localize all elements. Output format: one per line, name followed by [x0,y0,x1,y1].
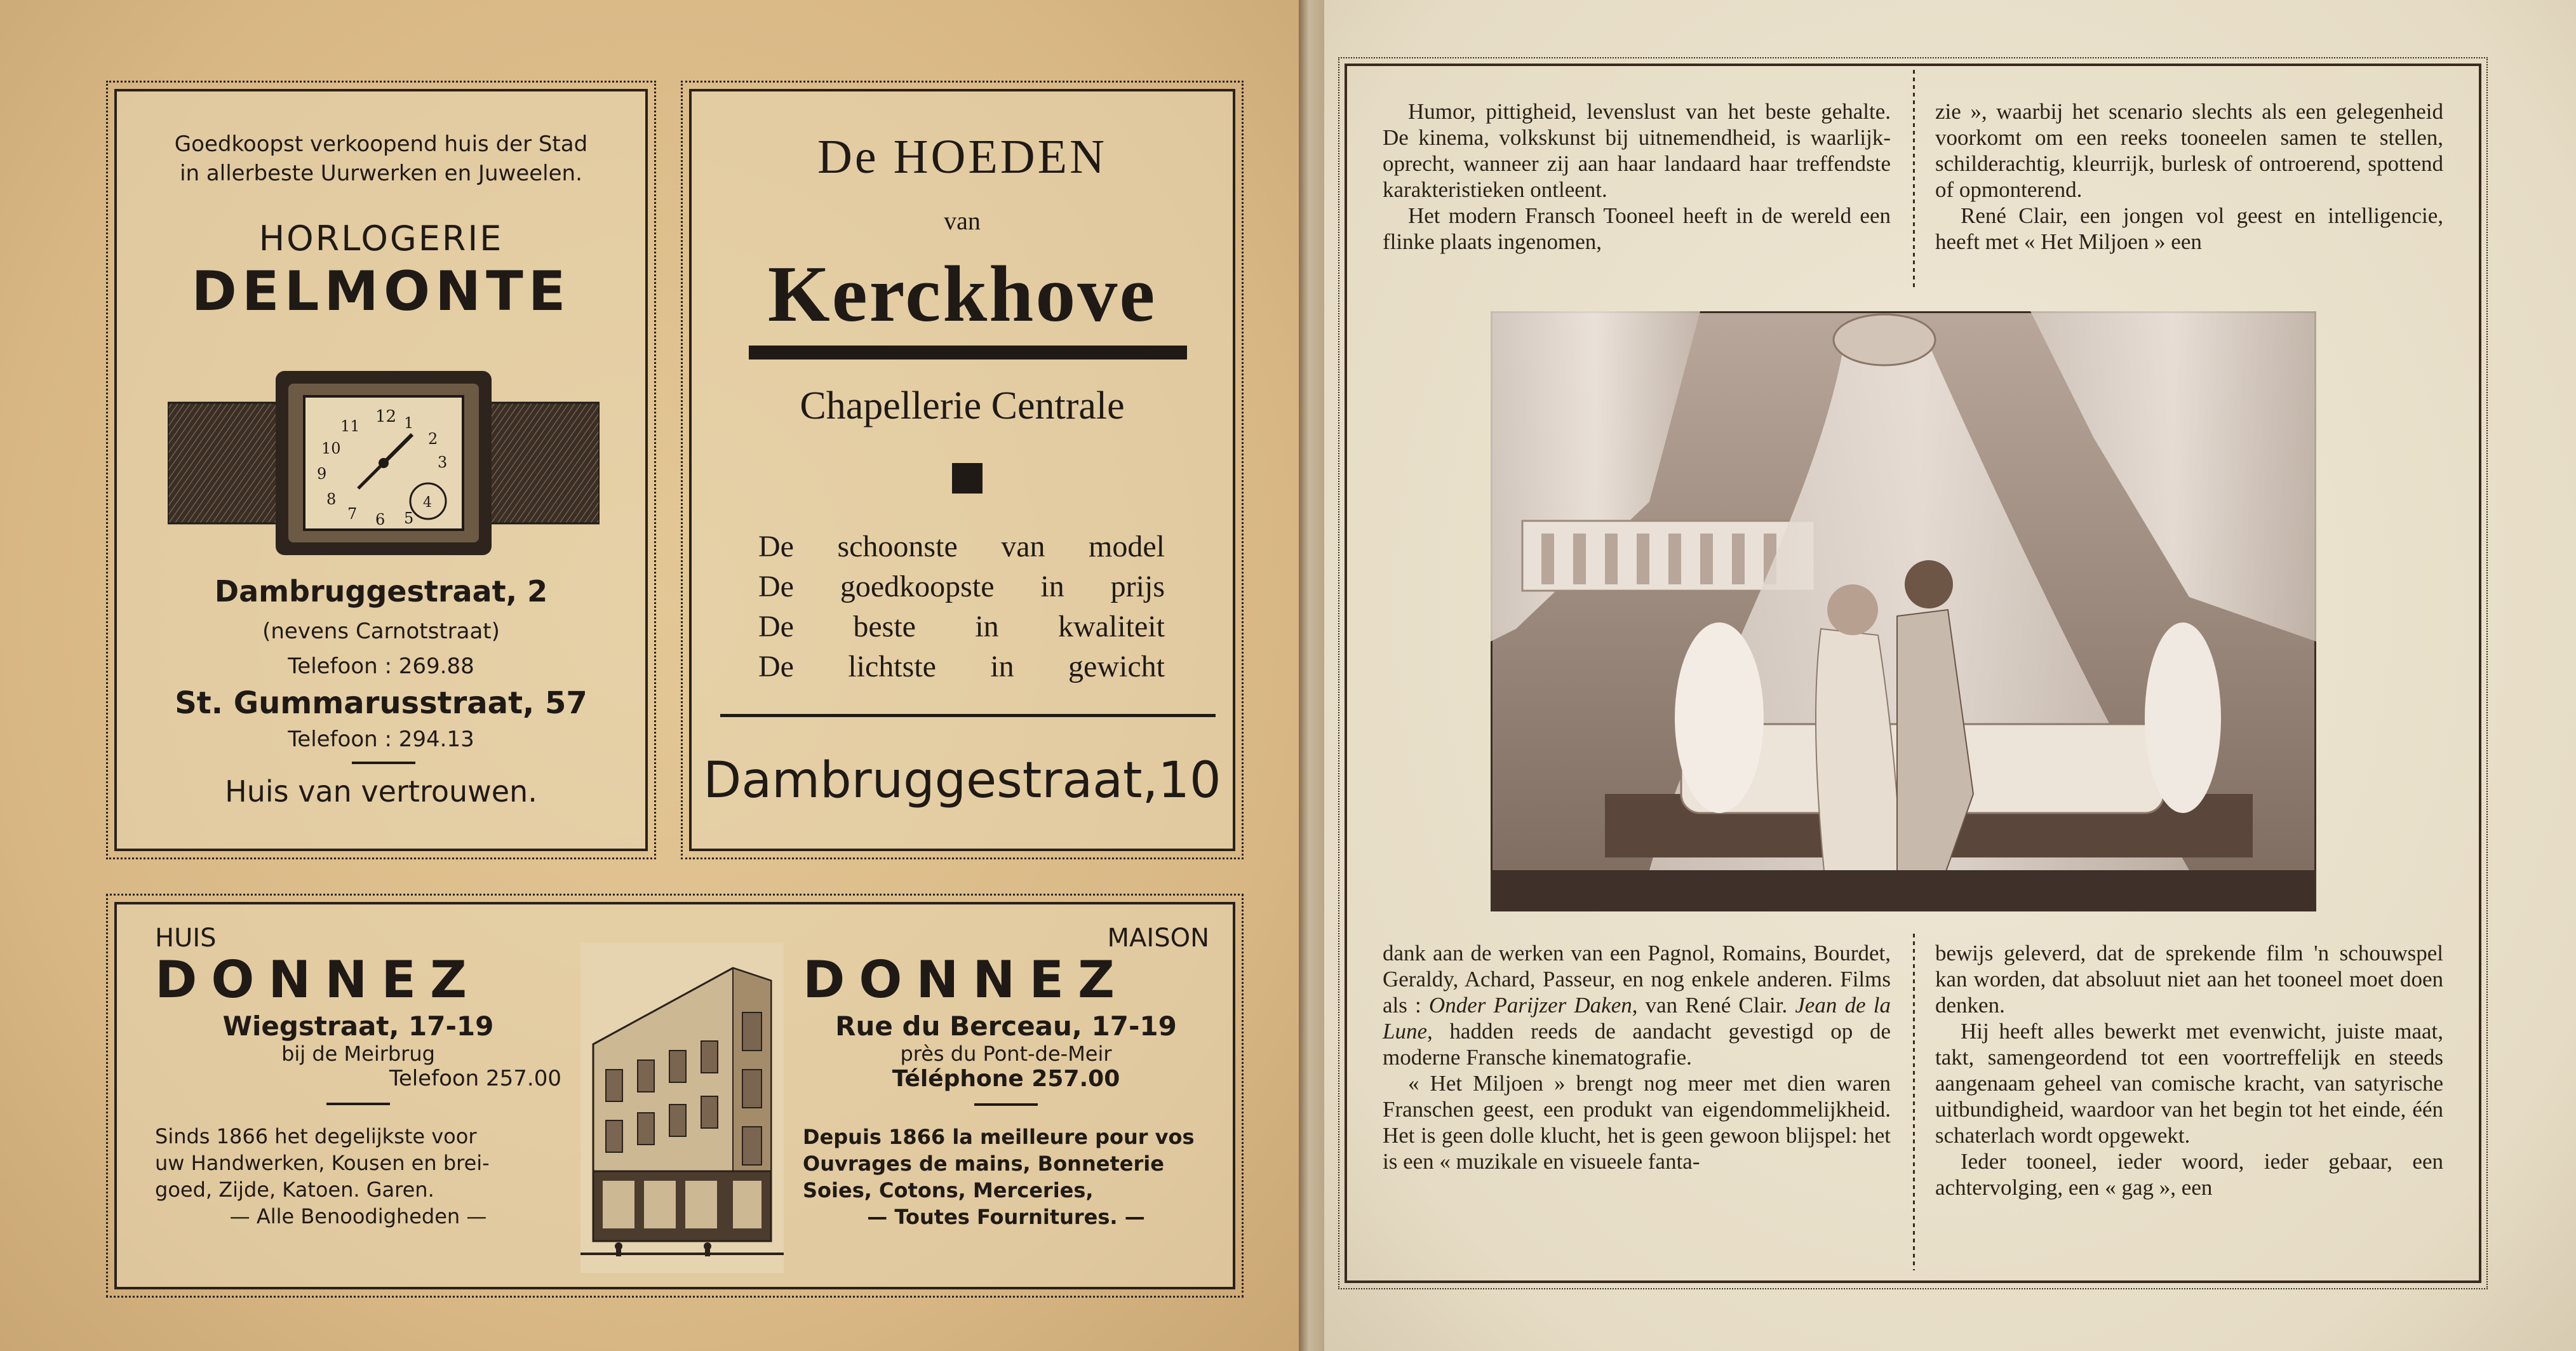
watch-ad-slogan: Huis van vertrouwen. [225,774,537,809]
hats-ad-underline [749,346,1187,360]
donnez-nl-desc-line: goed, Zijde, Katoen. Garen. [155,1178,434,1202]
feature-word: De [758,530,794,563]
ad-kerckhove-hats [689,89,1235,851]
column-rule-top [1913,70,1915,289]
article-column-bottom-right [1935,940,2443,1200]
donnez-fr-divider [974,1103,1038,1106]
hats-ad-address: Dambruggestraat,10 [703,752,1221,809]
dial-numeral: 8 [326,490,337,508]
article-text: , hadden reeds de aandacht gevestigd op de moderne Fransche kinematografie. [1383,1019,1891,1070]
donnez-nl-street: Wiegstraat, 17-19 [222,1011,494,1042]
article-paragraph [1383,940,1891,1070]
article-paragraph: René Clair, een jongen vol geest en intelligencie, heeft met « Het Miljoen » een [1935,203,2443,254]
dial-numeral: 11 [340,417,360,435]
article-paragraph: Humor, pittigheid, levenslust van het beste gehalte. De kinema, volkskunst bij uitnemendheid, is waarlijk-oprecht, wanneer zij aan haar landaard haar treffendste karakteristieken ontleent. [1383,99,1891,202]
donnez-nl-phone: Telefoon 257.00 [389,1066,561,1091]
donnez-fr-name: DONNEZ [803,950,1129,1009]
feature-word: prijs [1110,570,1165,603]
dial-numeral: 1 [404,414,414,432]
feature-word: goedkoopste [840,570,995,603]
article-paragraph: Het modern Fransch Tooneel heeft in de wereld een flinke plaats ingenomen, [1383,203,1891,254]
film-still-photo [1491,311,2316,911]
feature-word: beste [853,610,916,643]
article-column-top-right [1935,98,2443,255]
donnez-nl-divider [326,1103,390,1105]
donnez-nl-near: bij de Meirbrug [281,1042,435,1066]
donnez-fr-label: MAISON [1107,924,1209,953]
donnez-dutch-block [155,924,561,1230]
watch-ad-phone-2: Telefoon : 294.13 [288,727,474,752]
feature-word: van [1001,530,1045,563]
donnez-fr-last-line: — Toutes Fournitures. — [867,1205,1145,1229]
donnez-nl-desc-line: Sinds 1866 het degelijkste voor [155,1124,477,1148]
article-paragraph: bewijs geleverd, dat de sprekende film 'n schouwspel kan worden, dat absoluut niet aan het tooneel moet doen denken. [1935,941,2443,1018]
dial-numeral: 7 [347,505,358,523]
donnez-nl-name: DONNEZ [155,950,481,1009]
article-paragraph: « Het Miljoen » brengt nog meer met dien waren Franschen geest, een produkt van eigendommelijkheid. Het is geen dolle klucht, het is geen gewoon blijspel: het is een « muzikale en visueele fanta- [1383,1071,1891,1174]
store-building-illustration [580,943,784,1273]
book-gutter [1299,0,1324,1351]
hats-ad-features [758,527,1165,687]
watch-ad-title-1: HORLOGERIE [258,218,504,259]
feature-word: schoonste [837,530,958,563]
article-text: dank aan de werken van een Pagnol, Romains, Bourdet, Geraldy, Achard, Passeur, en nog enkele anderen. Films als : [1383,941,1891,1018]
article-paragraph: Ieder tooneel, ieder woord, ieder gebaar, een achtervolging, een « gag », een [1935,1149,2443,1200]
feature-word: kwaliteit [1058,610,1165,643]
watch-ad-divider [352,762,415,764]
article-column-bottom-left [1383,940,1891,1174]
feature-word: model [1089,530,1165,563]
feature-row [758,647,1165,687]
column-rule-bottom [1913,934,1915,1270]
feature-word: De [758,570,794,603]
right-page [1324,0,2576,1351]
feature-word: De [758,650,794,683]
dial-numeral: 2 [428,430,438,448]
hats-ad-divider [720,714,1216,717]
donnez-nl-desc-line: uw Handwerken, Kousen en brei- [155,1151,490,1175]
donnez-fr-phone: Téléphone 257.00 [892,1066,1120,1092]
hats-ad-line-1: De HOEDEN [817,130,1107,184]
watch-ad-intro-1: Goedkoopst verkoopend huis der Stad [174,131,588,157]
watch-ad-address-note: (nevens Carnotstraat) [262,619,500,644]
feature-word: gewicht [1068,650,1165,683]
film-title: Onder Parijzer Daken [1428,993,1632,1018]
watch-ad-title-2: DELMONTE [191,260,571,323]
ad-horlogerie-delmonte [114,89,648,851]
hats-ad-line-2: van [944,206,981,235]
donnez-fr-desc-line: Ouvrages de mains, Bonneterie [803,1152,1164,1176]
article-text: , van René Clair. [1632,993,1788,1018]
watch-ad-address-1: Dambruggestraat, 2 [214,574,548,608]
ad-donnez [114,902,1235,1289]
dial-numeral: 6 [375,511,386,528]
feature-row [758,527,1165,567]
watch-ad-intro-2: in allerbeste Uurwerken en Juweelen. [180,161,582,186]
dial-numeral: 4 [423,495,432,511]
donnez-nl-last-line: — Alle Benoodigheden — [229,1204,487,1228]
feature-row [758,607,1165,647]
feature-word: in [975,610,999,643]
feature-row [758,567,1165,607]
wristwatch-illustration [168,365,600,561]
feature-word: in [990,650,1014,683]
article-paragraph: Hij heeft alles bewerkt met evenwicht, juiste maat, takt, samengeordend tot een voortreffelijk en steeds aangenaam geheel van comische kracht, van satyrische uitbundigheid, waardoor van het begin tot het einde, één schaterlach wordt opgewekt. [1935,1019,2443,1148]
hats-ad-bullet [952,463,983,494]
dial-numeral: 9 [317,465,327,483]
watch-ad-address-2: St. Gummarusstraat, 57 [175,685,587,721]
donnez-nl-label: HUIS [155,924,217,953]
dial-numeral: 10 [321,440,341,457]
dial-numeral: 12 [375,407,397,426]
donnez-fr-street: Rue du Berceau, 17-19 [835,1011,1177,1042]
feature-word: lichtste [848,650,936,683]
watch-ad-phone-1: Telefoon : 269.88 [288,654,474,679]
feature-word: De [758,610,794,643]
hats-ad-name: Kerckhove [767,250,1157,339]
donnez-fr-desc-line: Depuis 1866 la meilleure pour vos [803,1125,1195,1149]
dial-numeral: 3 [438,454,448,471]
article-column-top-left [1383,98,1891,255]
film-title: Jean de la Lune [1383,993,1891,1044]
dial-numeral: 5 [404,509,414,527]
feature-word: in [1040,570,1064,603]
article-paragraph: zie », waarbij het scenario slechts als een gelegenheid voorkomt om een reeks tooneelen samen te stellen, schilderachtig, kleurrijk, burlesk of ontroerend, spottend of opmonterend. [1935,99,2443,202]
hats-ad-subtitle: Chapellerie Centrale [800,384,1125,427]
donnez-fr-near: près du Pont-de-Meir [900,1042,1112,1066]
donnez-fr-desc-line: Soies, Cotons, Merceries, [803,1178,1094,1202]
donnez-french-block [803,924,1209,1230]
